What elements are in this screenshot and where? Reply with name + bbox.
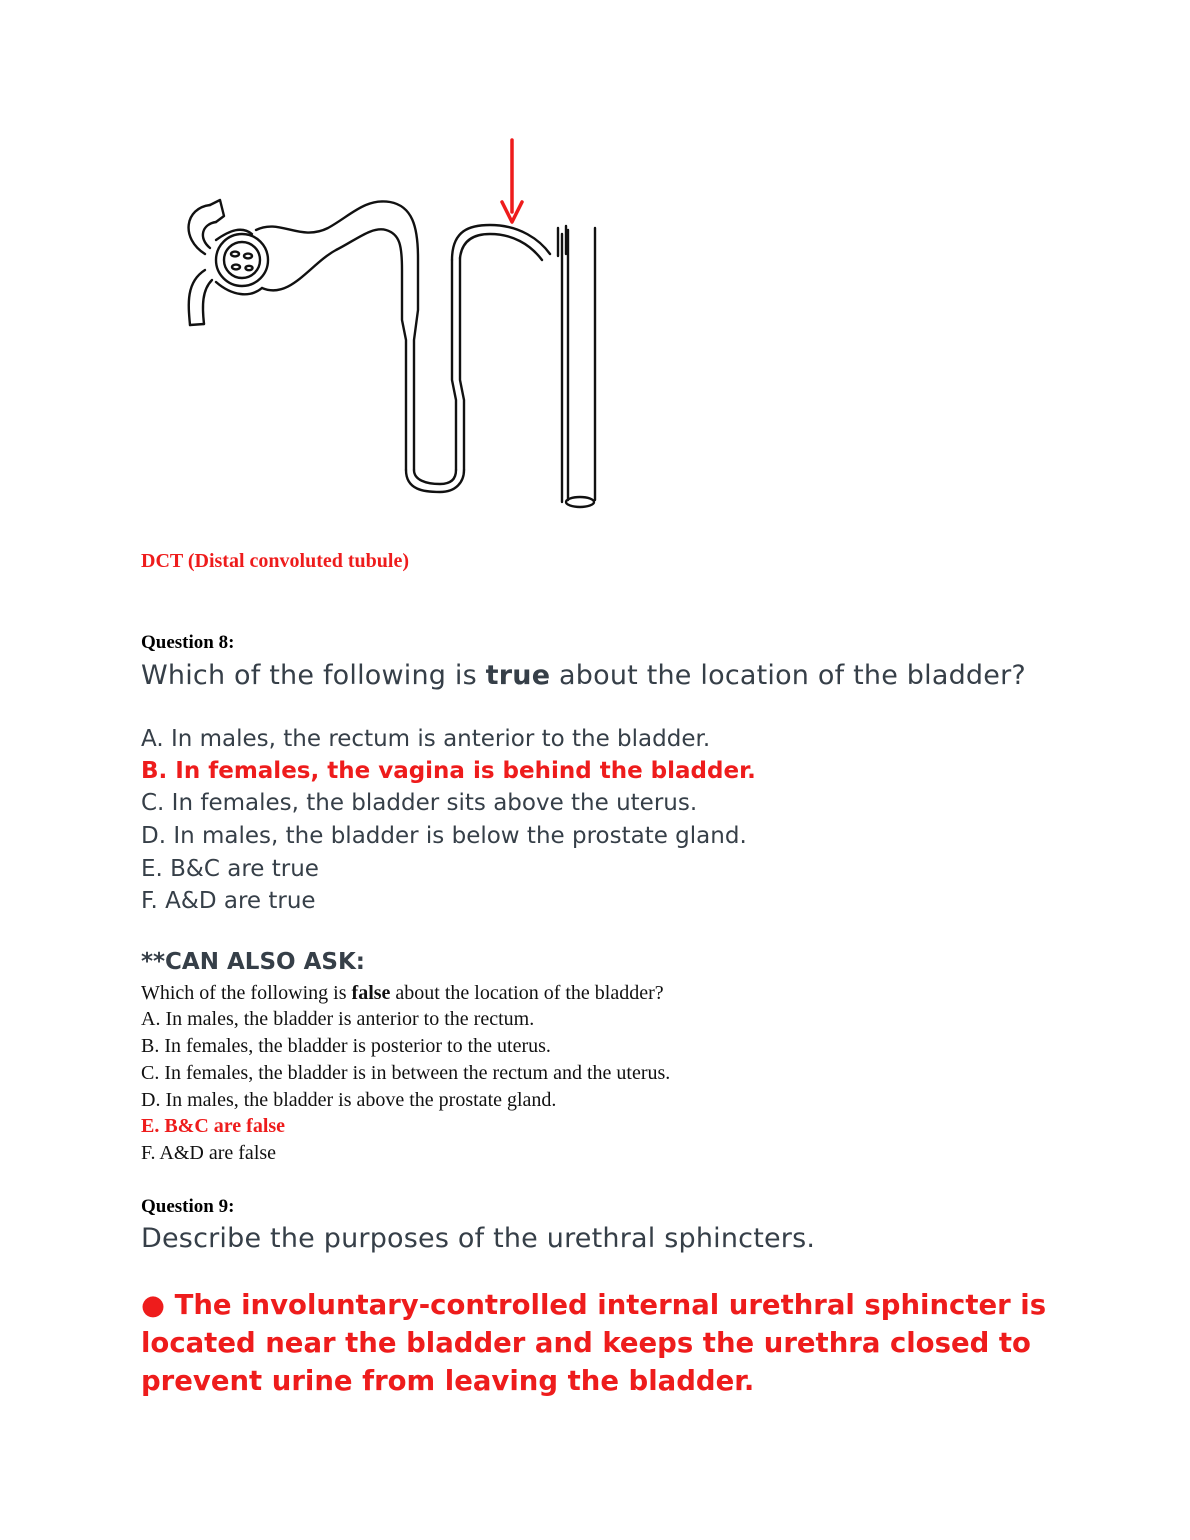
also-ask-option-f: F. A&D are false [141, 1142, 277, 1164]
also-ask-question [141, 982, 664, 1005]
figure-answer-label: DCT (Distal convoluted tubule) [141, 550, 409, 572]
q8-option-a: A. In males, the rectum is anterior to the bladder. [141, 726, 711, 752]
question-9-answer: ● The involuntary-controlled internal urethral sphincter is located near the bladder and keeps the urethra closed to prevent urine from leaving the bladder. [141, 1289, 1047, 1397]
question-8-text [141, 660, 1026, 691]
also-ask-option-d: D. In males, the bladder is above the prostate gland. [141, 1089, 557, 1111]
also-ask-option-e: E. B&C are false [141, 1115, 286, 1137]
also-ask-option-b: B. In females, the bladder is posterior to the uterus. [141, 1035, 551, 1057]
also-ask-heading: **CAN ALSO ASK: [141, 949, 365, 975]
q8-option-d: D. In males, the bladder is below the prostate gland. [141, 823, 747, 849]
question-8-emphasis: true [485, 660, 551, 691]
question-8-text-start: Which of the following is [141, 660, 486, 691]
q8-option-c: C. In females, the bladder sits above the uterus. [141, 790, 698, 816]
q8-option-f: F. A&D are true [141, 888, 316, 914]
also-ask-text-end: about the location of the bladder? [390, 982, 664, 1004]
q8-option-e: E. B&C are true [141, 856, 319, 882]
question-8-heading: Question 8: [141, 632, 235, 653]
q8-option-b: B. In females, the vagina is behind the bladder. [141, 758, 756, 784]
also-ask-option-c: C. In females, the bladder is in between the rectum and the uterus. [141, 1062, 671, 1084]
pointer-arrow-icon [502, 140, 522, 222]
question-9-text: Describe the purposes of the urethral sphincters. [141, 1223, 816, 1254]
also-ask-text-start: Which of the following is [141, 982, 352, 1004]
question-8-text-end: about the location of the bladder? [550, 660, 1026, 691]
also-ask-option-a: A. In males, the bladder is anterior to the rectum. [141, 1008, 535, 1030]
nephron-diagram [150, 130, 620, 530]
question-9-heading: Question 9: [141, 1196, 235, 1217]
also-ask-emphasis: false [351, 982, 391, 1004]
